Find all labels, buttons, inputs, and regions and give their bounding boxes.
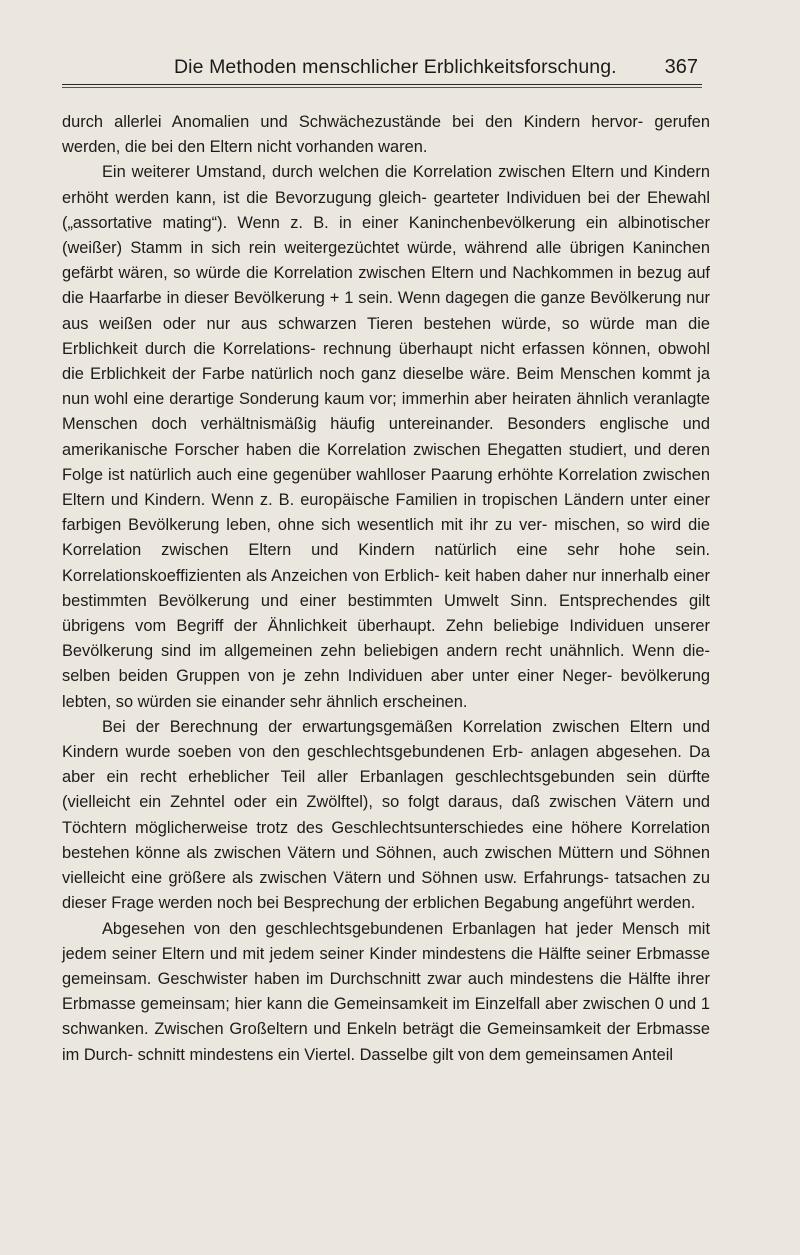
running-title: Die Methoden menschlicher Erblichkeitsforschung. <box>174 56 617 78</box>
page-header <box>62 48 710 82</box>
paragraph-2: Ein weiterer Umstand, durch welchen die Korrelation zwischen Eltern und Kindern erhöht werden kann, ist die Bevorzugung gleich- gearteter Individuen bei der Ehewahl („assortative mating“). Wenn z. B. in einer Kaninchenbevölkerung ein albinotischer (weißer) Stamm in sich rein weitergezüchtet würde, während alle übrigen Kaninchen gefärbt wären, so würde die Korrelation zwischen Eltern und Nachkommen in bezug auf die Haarfarbe in dieser Bevölkerung + 1 sein. Wenn dagegen die ganze Bevölkerung nur aus weißen oder nur aus schwarzen Tieren bestehen würde, so würde man die Erblichkeit durch die Korrelations- rechnung überhaupt nicht erfassen können, obwohl die Erblichkeit der Farbe natürlich noch ganz dieselbe wäre. Beim Menschen kommt ja nun wohl eine derartige Sonderung kaum vor; immerhin aber heiraten ähnlich veranlagte Menschen doch verhältnismäßig häufig untereinander. Besonders englische und amerikanische Forscher haben die Korrelation zwischen Ehegatten studiert, und deren Folge ist natürlich auch eine gegenüber wahlloser Paarung erhöhte Korrelation zwischen Eltern und Kindern. Wenn z. B. europäische Familien in tropischen Ländern unter einer farbigen Bevölkerung leben, ohne sich wesentlich mit ihr zu ver- mischen, so wird die Korrelation zwischen Eltern und Kindern natürlich eine sehr hohe sein. Korrelationskoeffizienten als Anzeichen von Erblich- keit haben daher nur innerhalb einer bestimmten Bevölkerung und einer bestimmten Umwelt Sinn. Entsprechendes gilt übrigens vom Begriff der Ähnlichkeit überhaupt. Zehn beliebige Individuen unserer Bevölkerung sind im allgemeinen zehn beliebigen andern recht unähnlich. Wenn die- selben beiden Gruppen von je zehn Individuen aber unter einer Neger- bevölkerung lebten, so würden sie einander sehr ähnlich erscheinen. <box>62 163 710 711</box>
paragraph-3: Bei der Berechnung der erwartungsgemäßen Korrelation zwischen Eltern und Kindern wurde soeben von den geschlechtsgebundenen Erb- anlagen abgesehen. Da aber ein recht erheblicher Teil aller Erbanlagen geschlechtsgebunden sein dürfte (vielleicht ein Zehntel oder ein Zwölftel), so folgt daraus, daß zwischen Vätern und Töchtern möglicherweise trotz des Geschlechtsunterschiedes eine höhere Korrelation bestehen könne als zwischen Vätern und Söhnen, auch zwischen Müttern und Söhnen vielleicht eine größere als zwischen Vätern und Söhnen usw. Erfahrungs- tatsachen zu dieser Frage werden noch bei Besprechung der erblichen Begabung angeführt werden. <box>62 717 710 913</box>
header-rule-thin <box>62 87 702 88</box>
body-text <box>62 110 710 1068</box>
page-number: 367 <box>664 56 698 78</box>
header-rule <box>62 84 702 85</box>
paragraph-4: Abgesehen von den geschlechtsgebundenen Erbanlagen hat jeder Mensch mit jedem seiner Eltern und mit jedem seiner Kinder mindestens die Hälfte seiner Erbmasse gemeinsam. Geschwister haben im Durchschnitt zwar auch mindestens die Hälfte ihrer Erbmasse gemeinsam; hier kann die Gemeinsamkeit im Einzelfall aber zwischen 0 und 1 schwanken. Zwischen Großeltern und Enkeln beträgt die Gemeinsamkeit der Erbmasse im Durch- schnitt mindestens ein Viertel. Dasselbe gilt von dem gemeinsamen Anteil <box>62 919 710 1064</box>
book-page <box>62 48 710 1064</box>
paragraph-1: durch allerlei Anomalien und Schwächezustände bei den Kindern hervor- gerufen werden, die bei den Eltern nicht vorhanden waren. <box>62 113 710 157</box>
